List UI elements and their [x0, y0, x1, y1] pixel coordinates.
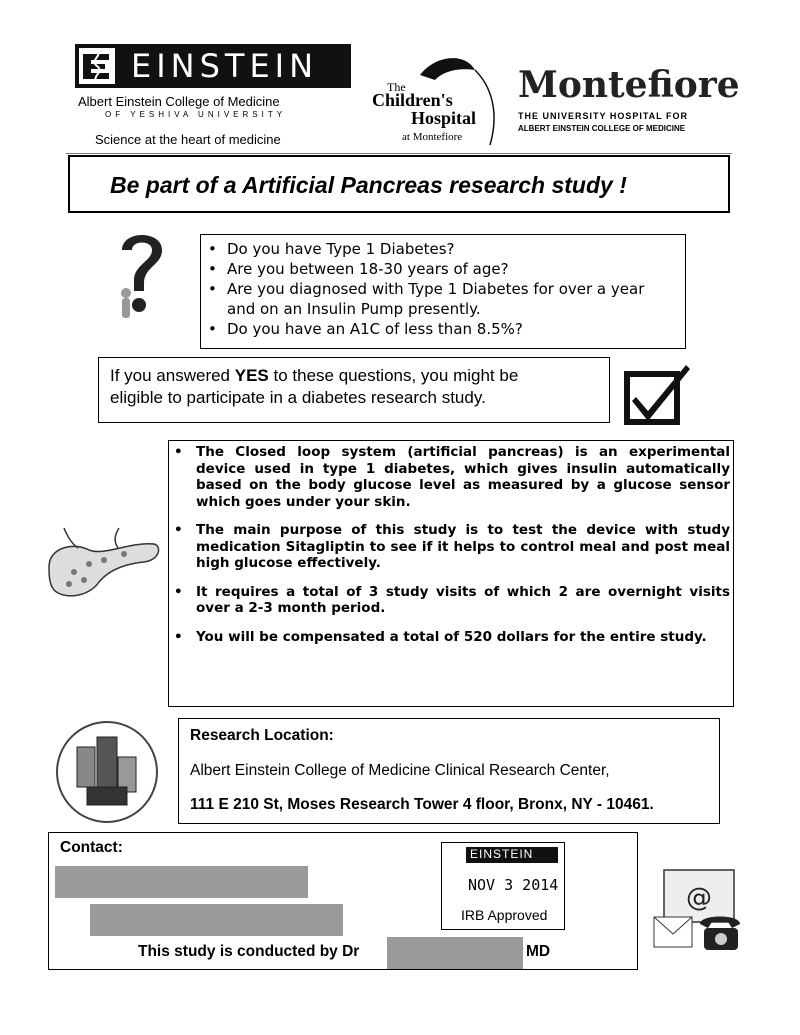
childrens-hospital-childrens: Children's — [372, 90, 453, 110]
building-blocks-icon — [52, 717, 162, 827]
irb-status: IRB Approved — [461, 907, 548, 923]
header-divider — [66, 153, 732, 154]
childrens-hospital-at: at Montefiore — [402, 131, 463, 143]
list-item: • It requires a total of 3 study visits of which 2 are overnight visits over a 2-3 month period. — [174, 584, 730, 617]
study-info-list — [174, 444, 730, 657]
page-title: Be part of a Artificial Pancreas research study ! — [110, 172, 627, 198]
einstein-logo-icon — [79, 48, 115, 84]
phone-mail-icon — [652, 862, 747, 957]
list-item: • The Closed loop system (artificial pancreas) is an experimental device used in type 1 diabetes, which gives insulin automatically based on the body glucose level as measured by a glucose sensor which goes under your skin. — [174, 444, 730, 510]
md-suffix: MD — [526, 943, 551, 960]
location-line-1: Albert Einstein College of Medicine Clinical Research Center, — [190, 762, 610, 779]
childrens-hospital-hospital: Hospital — [411, 108, 477, 128]
montefiore-subtitle-1: THE UNIVERSITY HOSPITAL FOR — [518, 111, 689, 121]
list-item: • Do you have an A1C of less than 8.5%? — [206, 319, 676, 339]
irb-date: NOV 3 2014 — [468, 876, 559, 894]
einstein-college-name: Albert Einstein College of Medicine — [78, 94, 280, 109]
list-item: • Do you have Type 1 Diabetes? — [206, 239, 676, 259]
list-item: • The main purpose of this study is to test the device with study medication Sitagliptin to see if it helps to control meal and post meal high glucose effectively. — [174, 522, 730, 572]
contact-label: Contact: — [60, 839, 123, 856]
einstein-wordmark: EINSTEIN — [131, 47, 319, 85]
list-item: • Are you between 18-30 years of age? — [206, 259, 676, 279]
eligibility-before: If you answered — [110, 366, 235, 385]
questions-list — [206, 239, 676, 339]
einstein-university-name: OF YESHIVA UNIVERSITY — [105, 110, 287, 119]
location-line-2: 111 E 210 St, Moses Research Tower 4 floor, Bronx, NY - 10461. — [190, 796, 654, 813]
irb-logo-text: EINSTEIN — [470, 847, 534, 861]
pancreas-icon — [44, 522, 164, 607]
redaction-bar — [387, 937, 523, 969]
einstein-tagline: Science at the heart of medicine — [95, 132, 281, 147]
conducted-by-text: This study is conducted by Dr — [138, 943, 360, 960]
eligibility-line-1 — [110, 366, 518, 386]
montefiore-name: Montefiore — [518, 64, 740, 106]
checkmark-icon — [622, 363, 692, 427]
montefiore-subtitle-2: ALBERT EINSTEIN COLLEGE OF MEDICINE — [518, 124, 686, 133]
redaction-bar — [90, 904, 343, 936]
eligibility-after: to these questions, you might be — [268, 366, 519, 385]
svg-text:@: @ — [686, 883, 712, 913]
eligibility-line-2: eligible to participate in a diabetes research study. — [110, 388, 486, 407]
list-item: • You will be compensated a total of 520 dollars for the entire study. — [174, 629, 730, 646]
childrens-hospital-the: The — [387, 80, 406, 94]
location-heading: Research Location: — [190, 727, 334, 744]
eligibility-yes: YES — [234, 366, 269, 385]
redaction-bar — [55, 866, 308, 898]
list-item: • Are you diagnosed with Type 1 Diabetes for over a year and on an Insulin Pump presently. — [206, 279, 676, 319]
einstein-logo — [75, 44, 351, 88]
question-mark-icon — [112, 225, 172, 325]
